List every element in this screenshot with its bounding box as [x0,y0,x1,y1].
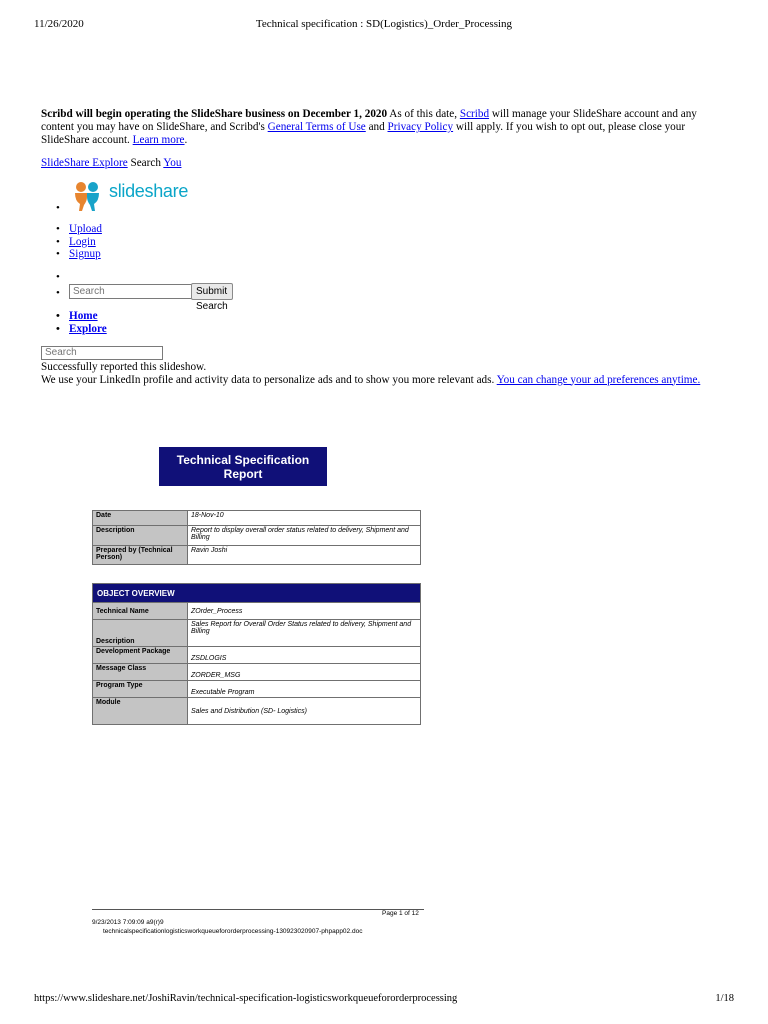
print-title: Technical specification : SD(Logistics)_Order_Processing [255,18,513,30]
slideshare-logo[interactable] [69,178,189,214]
auth-list [41,223,102,261]
print-footer [34,993,734,1007]
table-row [93,511,421,526]
overview-heading: OBJECT OVERVIEW [93,584,421,603]
report-title-line2: Report [223,466,263,481]
overview-value: ZORDER_MSG [188,664,421,681]
overview-label: Program Type [93,681,188,698]
submit-search-button[interactable]: • Submit Search [191,283,233,300]
table-row [93,603,421,620]
nav-item-explore [41,323,107,336]
table-row [93,698,421,725]
logo-item [41,174,189,218]
slideshare-wordmark: • slideshare [109,181,189,201]
meta-value: Ravin Joshi [188,546,421,565]
notice-text-5: . [184,134,188,146]
table-row [93,526,421,546]
home-link[interactable]: Home [69,310,98,322]
notice-text-3: and [365,121,388,133]
overview-label: Module [93,698,188,725]
messages [41,361,741,386]
meta-value: 18-Nov-10 [188,511,421,526]
main-nav [41,310,107,335]
auth-item-login [41,236,102,249]
auth-item-upload [41,223,102,236]
notice-text-2: will manage your SlideShare account and any content you may have on SlideShare, and Scribd's [41,108,697,133]
empty-list-item [41,271,69,284]
table-header-row [93,584,421,603]
document-footer-divider [92,909,424,910]
terms-link[interactable]: General Terms of Use [267,121,366,133]
overview-value: Sales and Distribution (SD- Logistics) [188,698,421,725]
notice-headline: Scribd will begin operating the SlideShare business on December 1, 2020 [41,108,388,120]
ad-preferences-link[interactable]: You can change your ad preferences anytime. [496,373,701,386]
ads-text: We use your LinkedIn profile and activity data to personalize ads and to show you more relevant ads. [41,373,497,386]
notice-text-4: will apply. If you wish to opt out, please close your SlideShare account. [41,121,686,146]
print-header [34,18,734,32]
ads-message [41,374,741,387]
overview-value: Executable Program [188,681,421,698]
login-link[interactable]: Login [69,235,96,248]
privacy-link[interactable]: Privacy Policy [387,121,454,133]
meta-label: Date [93,511,188,526]
notice-text-1: As of this date, [387,108,460,120]
document-page-number: Page 1 of 12 [382,910,419,917]
document-filename: technicalspecificationlogisticsworkqueuefororderprocessing-130923020907-phpapp02.doc [103,928,363,935]
overview-label: Development Package [93,647,188,664]
table-row [93,681,421,698]
report-title-line1: Technical Specification [176,452,310,467]
print-date: 11/26/2020 [34,18,84,30]
search-row [41,284,228,312]
print-url: https://www.slideshare.net/JoshiRavin/technical-specification-logisticsworkqueuefororderprocessing [34,993,458,1004]
overview-label: Technical Name [93,603,188,620]
explore-link[interactable]: Explore [69,322,107,335]
report-title-banner [159,447,327,486]
logo-list [41,174,189,218]
object-overview-table [92,583,421,725]
overview-label: Message Class [93,664,188,681]
overview-value: ZOrder_Process [188,603,421,620]
you-link[interactable]: You [163,157,182,169]
table-row [93,546,421,565]
table-row [93,647,421,664]
learn-more-link[interactable]: Learn more [132,134,185,146]
secondary-search-input[interactable] [41,346,163,360]
slideshare-explore-link[interactable]: SlideShare Explore [41,157,128,169]
search-input[interactable] [69,284,193,299]
table-row [93,664,421,681]
signup-link[interactable]: Signup [69,248,101,260]
overview-value: Sales Report for Overall Order Status related to delivery, Shipment and Billing [188,620,421,647]
report-meta-table [92,510,421,565]
overview-value: ZSDLOGIS [188,647,421,664]
search-list [41,271,228,312]
report-success-message: Successfully reported this slideshow. [41,361,207,373]
auth-item-signup [41,248,102,261]
nav-item-home [41,310,107,323]
upload-link[interactable]: Upload [69,223,102,235]
print-page-count: 1/18 [715,993,734,1004]
scribd-link[interactable]: Scribd [459,108,490,120]
document-timestamp: 9/23/2013 7:09:09 a9(r)9 [92,919,164,926]
top-nav [41,157,181,169]
scribd-notice [41,108,731,147]
table-row [93,620,421,647]
meta-value: Report to display overall order status related to delivery, Shipment and Billing [188,526,421,546]
topnav-search-text: Search [127,157,164,169]
overview-label: Description [93,620,188,647]
meta-label: Description [93,526,188,546]
meta-label: Prepared by (Technical Person) [93,546,188,565]
slideshare-logo-icon [69,178,105,214]
